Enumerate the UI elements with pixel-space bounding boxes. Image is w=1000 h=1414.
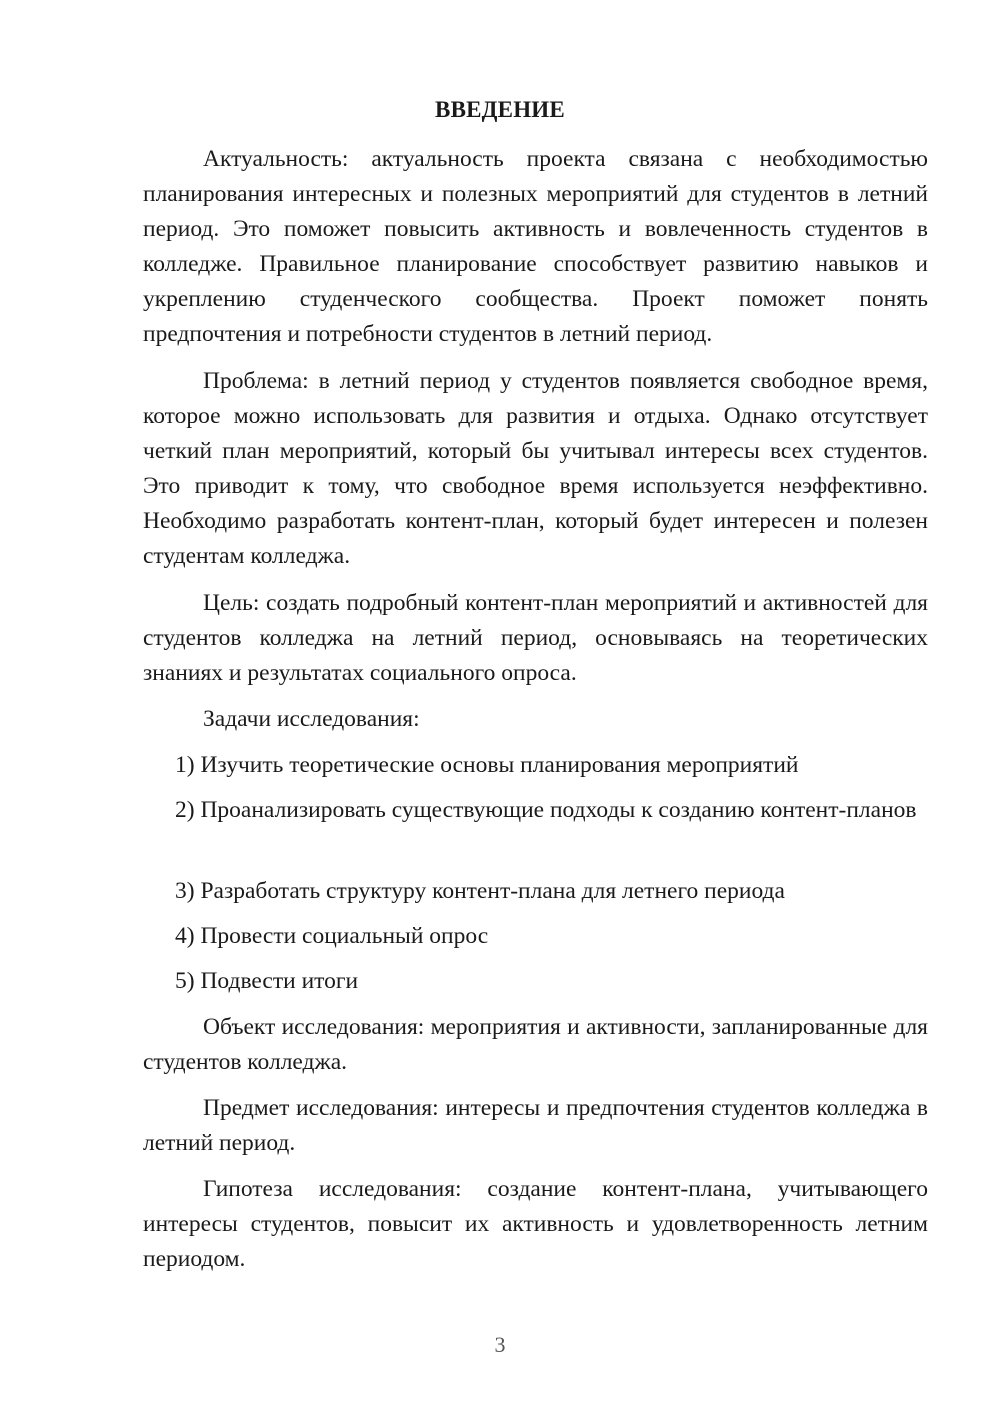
paragraph-goal: Цель: создать подробный контент-план мероприятий и активностей для студентов колледжа на летний период, основываясь на теоретических знаниях и результатах социального опроса. [143,590,928,686]
task-item-4: 4) Провести социальный опрос [175,923,489,949]
task-item-1: 1) Изучить теоретические основы планирования мероприятий [175,752,799,778]
task-item-3: 3) Разработать структуру контент-плана для летнего периода [175,878,785,904]
paragraph-subject: Предмет исследования: интересы и предпочтения студентов колледжа в летний период. [143,1095,928,1156]
paragraph-hypothesis: Гипотеза исследования: создание контент-плана, учитывающего интересы студентов, повысит их активность и удовлетворенность летним периодом. [143,1176,928,1272]
page-title: ВВЕДЕНИЕ [435,97,565,122]
task-item-5: 5) Подвести итоги [175,968,359,994]
paragraph-problem: Проблема: в летний период у студентов появляется свободное время, которое можно использовать для развития и отдыха. Однако отсутствует четкий план мероприятий, который бы учитывал интересы всех студентов. Это приводит к тому, что свободное время используется неэффективно. Необходимо разработать контент-план, который будет интересен и полезен студентам колледжа. [143,368,928,569]
paragraph-object: Объект исследования: мероприятия и активности, запланированные для студентов колледжа. [143,1014,928,1075]
paragraph-relevance: Актуальность: актуальность проекта связана с необходимостью планирования интересных и полезных мероприятий для студентов в летний период. Это поможет повысить активность и вовлеченность студентов в колледже. Правильное планирование способствует развитию навыков и укреплению студенческого сообщества. Проект поможет понять предпочтения и потребности студентов в летний период. [143,146,928,347]
page-number: 3 [494,1332,506,1357]
task-item-2: 2) Проанализировать существующие подходы к созданию контент-планов [175,797,917,823]
tasks-heading: Задачи исследования: [203,706,420,732]
